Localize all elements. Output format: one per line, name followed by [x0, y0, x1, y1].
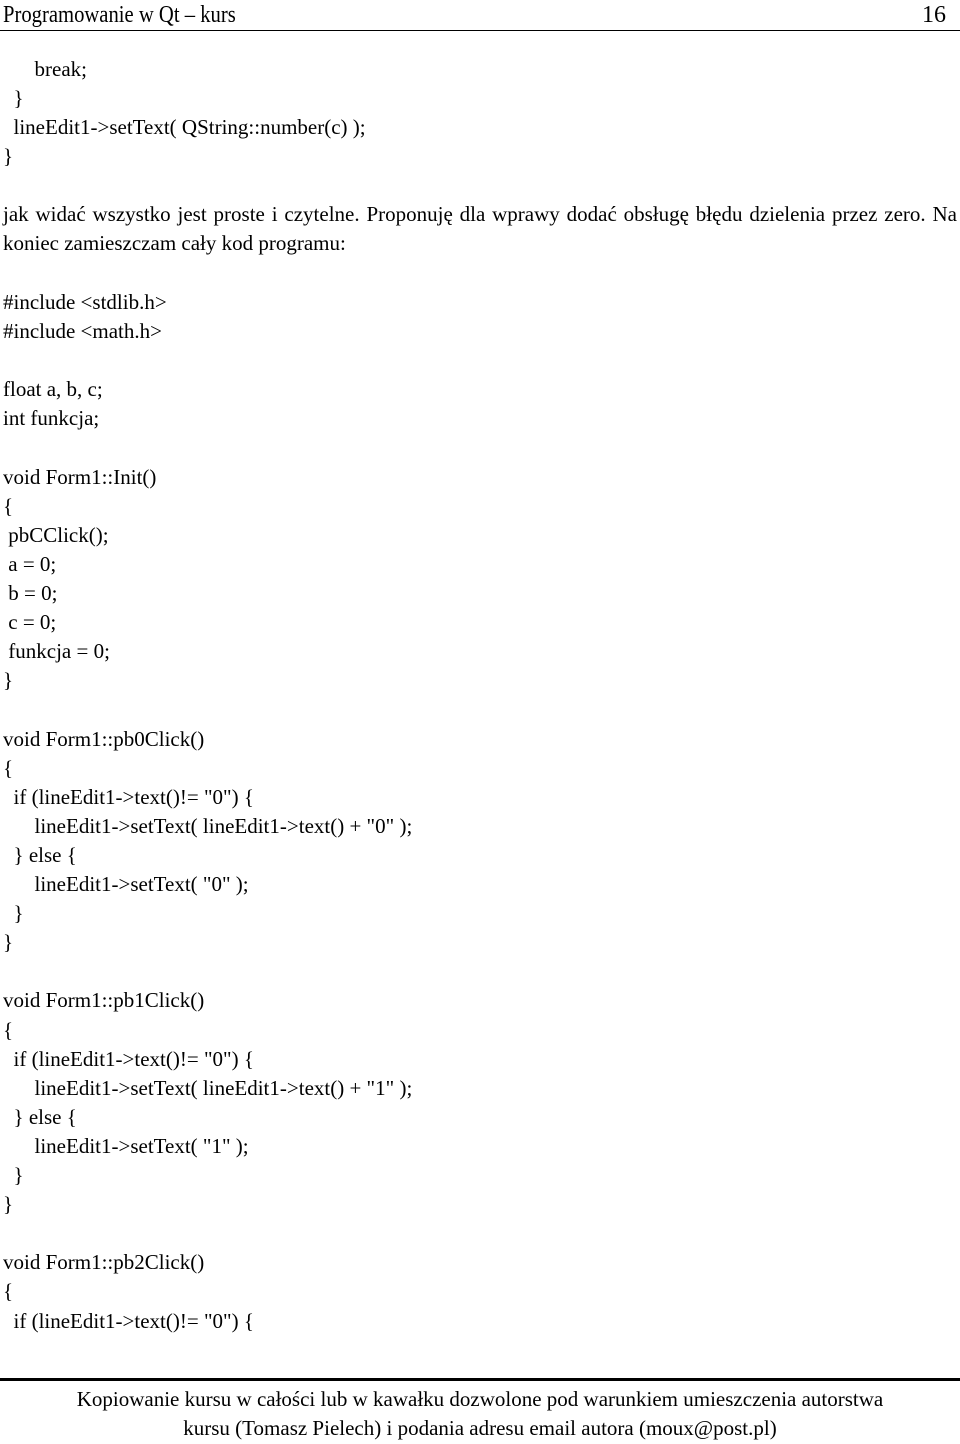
code-line: }: [3, 901, 24, 926]
code-line: {: [3, 755, 14, 780]
code-line: }: [3, 930, 14, 955]
code-line: }: [3, 144, 14, 168]
document-title: Programowanie w Qt – kurs: [3, 2, 236, 28]
code-line: lineEdit1->setText( "0" );: [3, 872, 249, 896]
page-number: 16: [922, 2, 946, 28]
code-line: a = 0;: [3, 551, 57, 576]
code-line: {: [3, 493, 14, 518]
footer-divider: [0, 1378, 960, 1381]
code-line: if (lineEdit1->text()!= "0") {: [3, 784, 254, 809]
code-line: lineEdit1->setText( QString::number(c) );: [3, 115, 366, 139]
code-line: funkcja = 0;: [3, 639, 110, 664]
code-line: }: [3, 1192, 14, 1217]
header-divider: [0, 30, 960, 31]
code-line: } else {: [3, 1104, 77, 1129]
code-line: {: [3, 1279, 14, 1304]
body-paragraph: jak widać wszystko jest proste i czytelne. Proponuję dla wprawy dodać obsługę błędu dzielenia przez zero. Na koniec zamieszczam cały kod programu:: [3, 202, 957, 255]
code-line: if (lineEdit1->text()!= "0") {: [3, 1308, 254, 1333]
code-line: {: [3, 1017, 14, 1042]
code-line: #include <math.h>: [3, 319, 162, 344]
code-line: lineEdit1->setText( lineEdit1->text() + "1" );: [3, 1075, 413, 1100]
code-line: void Form1::Init(): [3, 464, 157, 489]
code-line: void Form1::pb2Click(): [3, 1250, 205, 1275]
page-header: [0, 0, 960, 32]
code-line: lineEdit1->setText( "1" );: [3, 1133, 249, 1158]
code-line: if (lineEdit1->text()!= "0") {: [3, 1046, 254, 1071]
footer-line-2: kursu (Tomasz Pielech) i podania adresu email autora (moux@post.pl): [183, 1416, 777, 1440]
code-line: c = 0;: [3, 610, 57, 635]
code-line: break;: [3, 57, 87, 81]
code-line: b = 0;: [3, 581, 58, 605]
code-line: float a, b, c;: [3, 377, 103, 402]
code-line: }: [3, 86, 24, 110]
code-line: void Form1::pb1Click(): [3, 988, 205, 1013]
code-line: void Form1::pb0Click(): [3, 726, 205, 751]
code-line: int funkcja;: [3, 406, 100, 431]
footer-line-1: Kopiowanie kursu w całości lub w kawałku dozwolone pod warunkiem umieszczenia autorstwa: [76, 1387, 884, 1411]
code-line: }: [3, 1163, 24, 1187]
code-line: lineEdit1->setText( lineEdit1->text() + "0" );: [3, 813, 413, 838]
code-line: }: [3, 668, 14, 693]
code-line: } else {: [3, 842, 77, 867]
code-line: pbCClick();: [3, 522, 109, 547]
code-line: #include <stdlib.h>: [3, 290, 167, 314]
